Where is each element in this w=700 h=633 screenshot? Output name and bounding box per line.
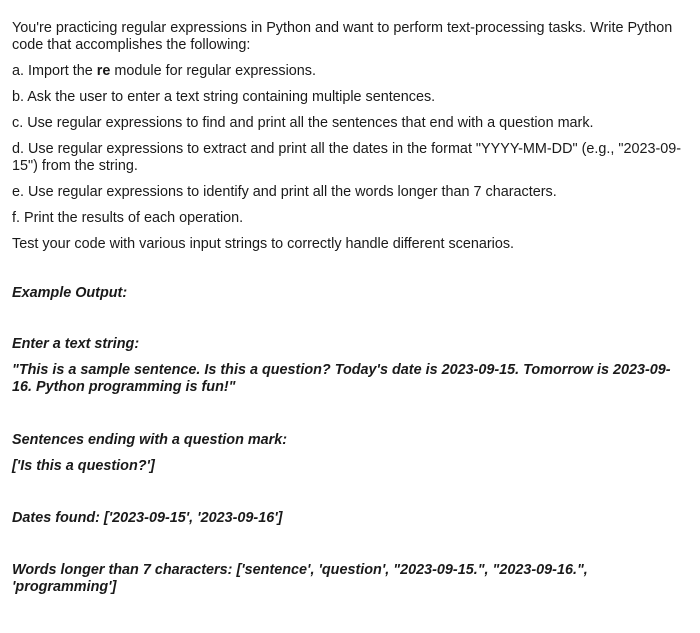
step-e: e. Use regular expressions to identify and print all the words longer than 7 characters. (12, 184, 557, 200)
step-c: c. Use regular expressions to find and print all the sentences that end with a question mark. (12, 115, 594, 131)
example-sentences-value: ['Is this a question?'] (12, 458, 155, 474)
example-dates-line: Dates found: ['2023-09-15', '2023-09-16'] (12, 510, 283, 526)
example-sentences-label: Sentences ending with a question mark: (12, 432, 288, 448)
step-a-before: a. Import the (12, 63, 97, 79)
step-a-module-name: re (96, 63, 111, 79)
step-d: d. Use regular expressions to extract and print all the dates in the format "YYYY-MM-DD" (e.g., "2023-09-15") from the string. (12, 141, 682, 174)
step-f: f. Print the results of each operation. (12, 210, 244, 226)
test-note: Test your code with various input strings to correctly handle different scenarios. (12, 236, 515, 252)
example-words-line: Words longer than 7 characters: ['sentence', 'question', "2023-09-15.", "2023-09-16.", 'programming'] (12, 562, 588, 595)
example-input-text: "This is a sample sentence. Is this a question? Today's date is 2023-09-15. Tomorrow is 2023-09-16. Python programming is fun!" (12, 362, 671, 395)
example-prompt: Enter a text string: (12, 336, 140, 352)
step-a-after: module for regular expressions. (110, 63, 316, 79)
step-a (12, 63, 688, 80)
example-output-heading: Example Output: (12, 285, 128, 301)
step-b: b. Ask the user to enter a text string containing multiple sentences. (12, 89, 436, 105)
intro-paragraph: You're practicing regular expressions in Python and want to perform text-processing tasks. Write Python code that accomplishes the following: (12, 20, 673, 53)
